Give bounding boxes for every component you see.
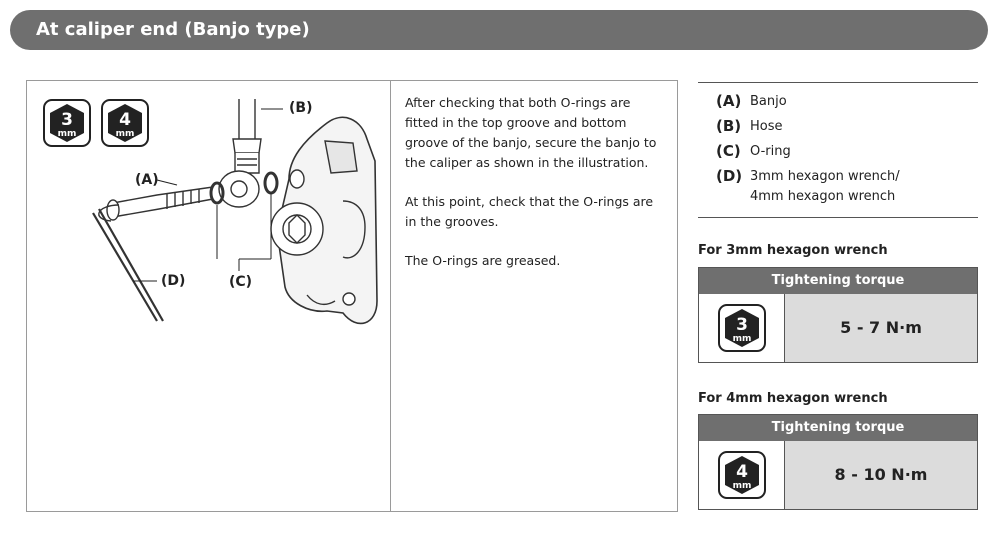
callout-c: (C): [229, 274, 253, 290]
svg-text:3: 3: [61, 110, 73, 130]
panel-divider: [390, 81, 391, 511]
section-header-banner: [10, 10, 988, 50]
torque-table-4mm: [698, 414, 978, 510]
svg-text:3: 3: [736, 315, 748, 335]
instruction-paragraph-1: After checking that both O-rings are fitted in the top groove and bottom groove of the banjo, secure the banjo to the caliper as shown in the illustration.: [405, 95, 657, 170]
svg-text:mm: mm: [732, 334, 752, 344]
3mm-hex-wrench-icon: [718, 304, 766, 352]
svg-text:4: 4: [736, 462, 748, 482]
banjo-caliper-illustration: [27, 81, 389, 511]
torque-icon-cell-4mm: [699, 441, 785, 509]
instructions-text: [405, 93, 667, 290]
section-title: At caliper end (Banjo type): [36, 19, 310, 40]
legend-item-a: (A) Banjo: [716, 92, 787, 110]
svg-text:4: 4: [119, 110, 131, 130]
torque-3mm-title: For 3mm hexagon wrench: [698, 243, 888, 258]
torque-header-3mm: Tightening torque: [699, 268, 977, 294]
callout-d: (D): [161, 273, 186, 289]
torque-value-3mm: 5 - 7 N·m: [785, 294, 977, 362]
torque-table-3mm: [698, 267, 978, 363]
svg-text:mm: mm: [57, 129, 77, 139]
torque-4mm-title: For 4mm hexagon wrench: [698, 391, 888, 406]
instruction-paragraph-3: The O-rings are greased.: [405, 253, 561, 268]
parts-legend: [698, 82, 978, 218]
legend-item-b: (B) Hose: [716, 117, 783, 135]
callout-b: (B): [289, 100, 313, 116]
legend-item-d: (D) 3mm hexagon wrench/ 4mm hexagon wrench: [716, 167, 900, 204]
callout-a: (A): [135, 172, 159, 188]
torque-header-4mm: Tightening torque: [699, 415, 977, 441]
torque-icon-cell-3mm: [699, 294, 785, 362]
svg-text:mm: mm: [732, 481, 752, 491]
legend-item-c: (C) O-ring: [716, 142, 791, 160]
svg-text:mm: mm: [115, 129, 135, 139]
figure-panel: [26, 80, 678, 512]
4mm-hex-wrench-icon: [718, 451, 766, 499]
torque-value-4mm: 8 - 10 N·m: [785, 441, 977, 509]
instruction-paragraph-2: At this point, check that the O-rings are in the grooves.: [405, 194, 654, 229]
